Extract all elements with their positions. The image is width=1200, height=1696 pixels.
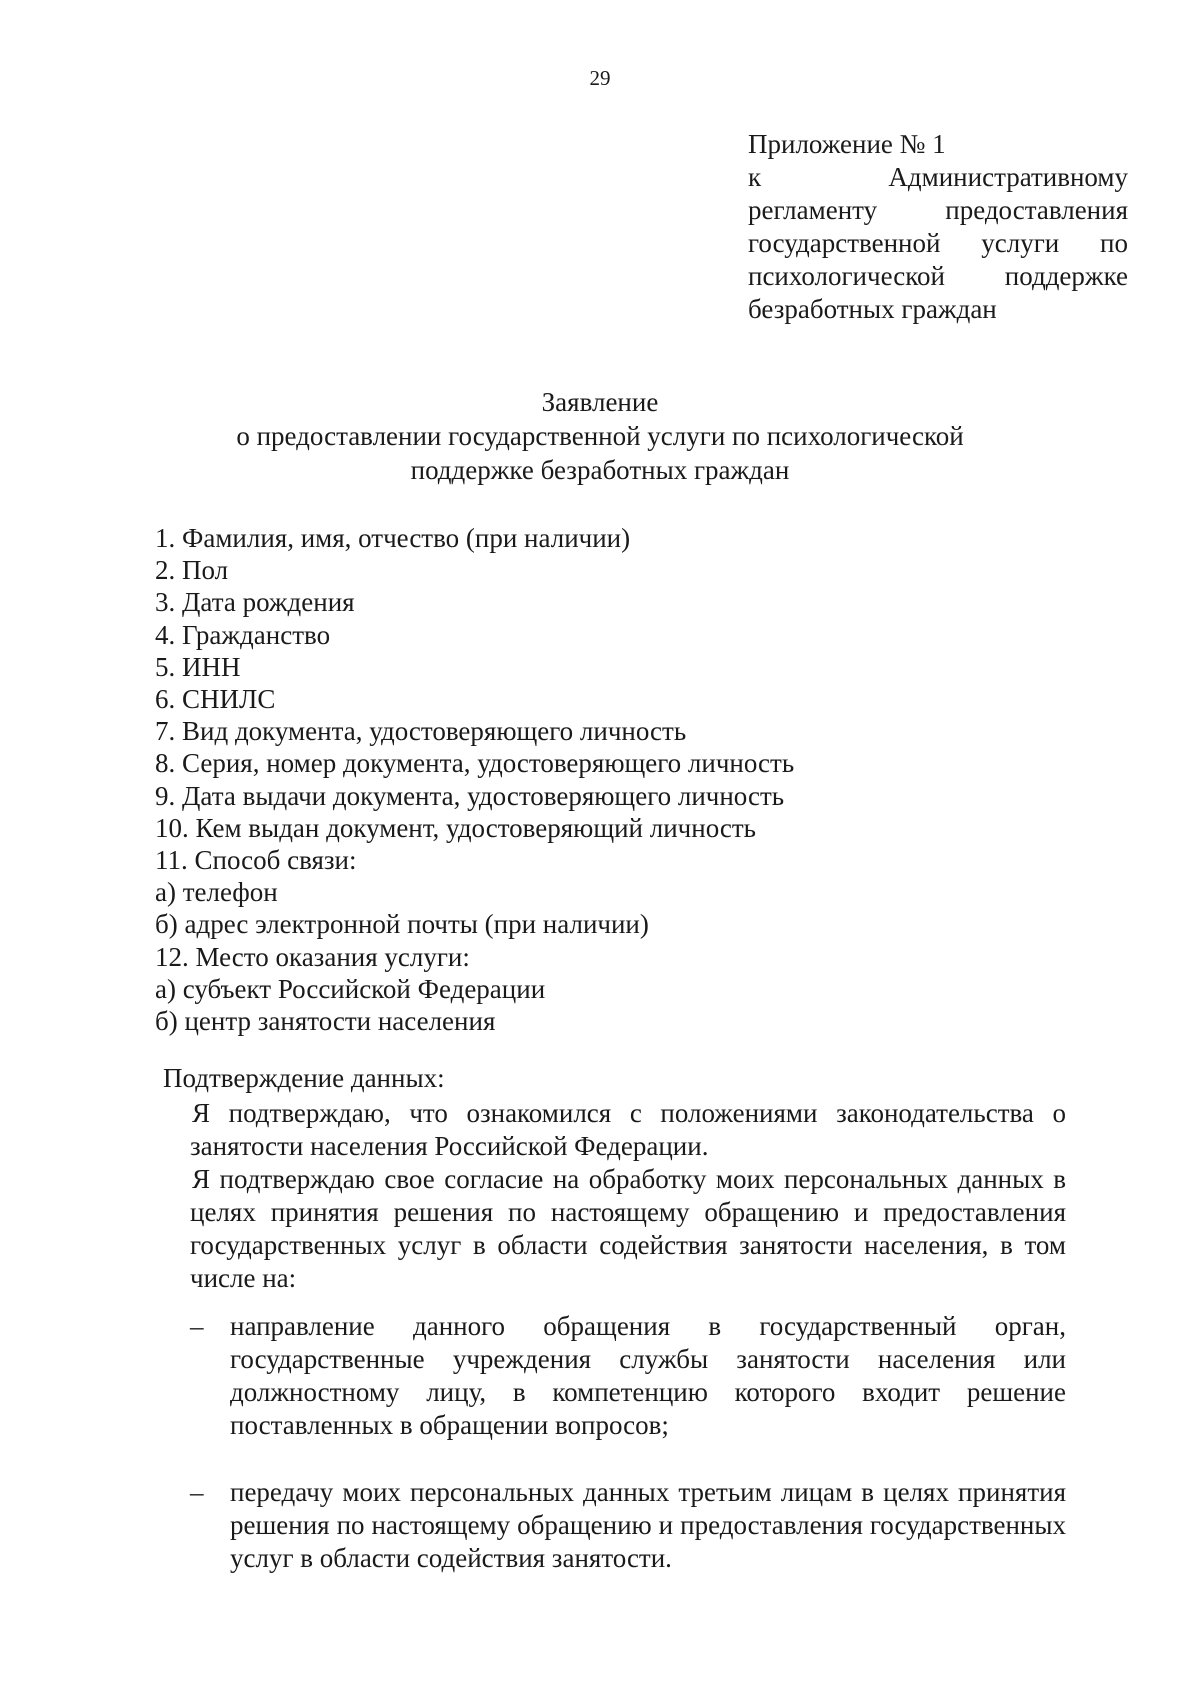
document-subtitle: о предоставлении государственной услуги по психологической [236,421,964,451]
field-item: б) адрес электронной почты (при наличии) [155,909,649,940]
field-item: 5. ИНН [155,651,241,682]
document-title-block [0,385,1200,487]
field-item: 1. Фамилия, имя, отчество (при наличии) [155,523,631,553]
appendix-line: регламенту предоставления [748,195,1128,225]
field-item: 6. СНИЛС [155,684,276,715]
field-item: 10. Кем выдан документ, удостоверяющий личность [155,812,756,843]
field-item: 11. Способ связи: [155,845,357,876]
appendix-line: к Административному [748,162,1128,192]
field-item: б) центр занятости населения [155,1006,496,1037]
appendix-line: психологической поддержке [748,261,1128,291]
application-fields-list [155,522,794,1037]
dash-bullet: – [190,1477,204,1507]
field-item: 7. Вид документа, удостоверяющего личность [155,716,687,747]
document-title: Заявление [541,387,659,417]
appendix-line: безработных граждан [748,294,997,324]
field-item: 12. Место оказания услуги: [155,941,470,972]
confirmation-paragraph: Я подтверждаю свое согласие на обработку моих персональных данных в целях принятия решения по настоящему обращению и предоставления государственных услуг в области содействия занятости населения, в том числе на: [190,1164,1066,1293]
field-item: 3. Дата рождения [155,587,355,618]
consent-item-text: направление данного обращения в государственный орган, государственные учреждения службы занятости населения или должностному лицу, в компетенцию которого входит решение поставленных в обращении вопросов; [230,1311,1066,1440]
consent-item-text: передачу моих персональных данных третьим лицам в целях принятия решения по настоящему обращению и предоставления государственных услуг в области содействия занятости. [230,1477,1066,1573]
field-item: 4. Гражданство [155,619,331,650]
consent-list [190,1310,1066,1575]
appendix-heading: Приложение № 1 [748,129,946,159]
document-subtitle: поддержке безработных граждан [410,455,790,485]
confirmation-body [190,1097,1066,1295]
consent-item [190,1310,1066,1442]
field-item: 9. Дата выдачи документа, удостоверяющего личность [155,780,785,811]
appendix-block [748,128,1128,326]
consent-item [190,1476,1066,1575]
page-number: 29 [589,66,611,90]
field-item: а) телефон [155,877,278,908]
dash-bullet: – [190,1311,204,1341]
field-item: 8. Серия, номер документа, удостоверяющего личность [155,748,795,779]
appendix-line: государственной услуги по [748,228,1128,258]
field-item: 2. Пол [155,555,229,586]
confirmation-paragraph: Я подтверждаю, что ознакомился с положениями законодательства о занятости населения Российской Федерации. [190,1098,1066,1161]
field-item: а) субъект Российской Федерации [155,973,546,1004]
confirmation-heading: Подтверждение данных: [163,1063,445,1093]
